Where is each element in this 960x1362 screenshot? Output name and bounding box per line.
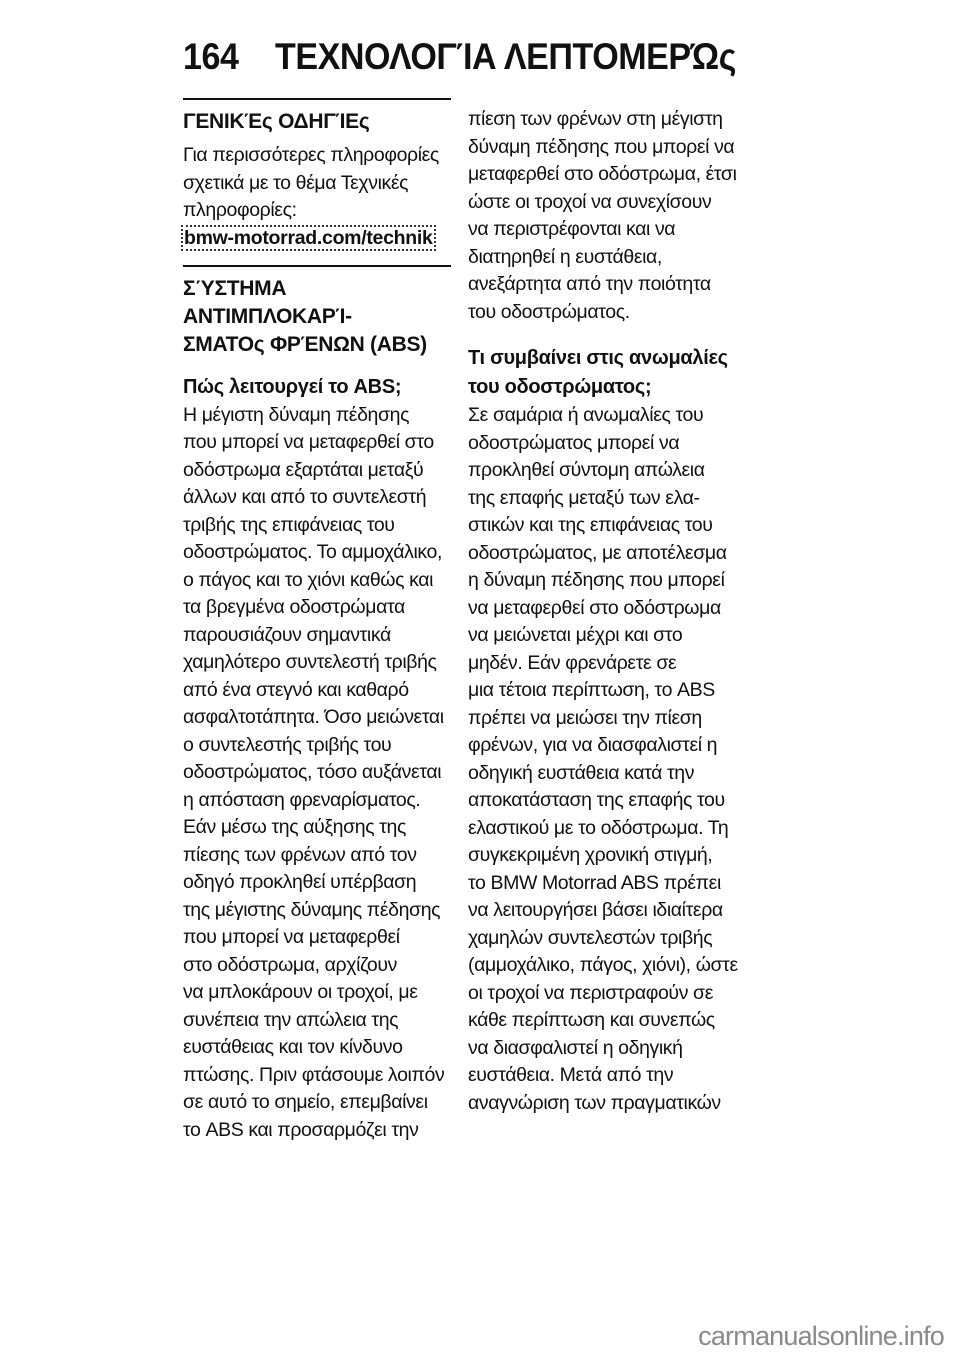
body-line: τα βρεγμένα οδοστρώματα [183, 596, 405, 618]
paragraph-abs [183, 402, 453, 1145]
watermark: carmanualsonline.info [698, 1321, 944, 1351]
subheading-road-irregularities [468, 344, 748, 402]
body-line: πίεσης των φρένων από τον [183, 843, 417, 866]
body-line: να μπλοκάρουν οι τροχοί, με [183, 981, 418, 1003]
body-line: αποκατάσταση της επαφής του [468, 789, 725, 811]
body-line: να λειτουργήσει βάσει ιδιαίτερα [468, 899, 723, 921]
body-line: άλλων και από το συντελεστή [183, 486, 427, 508]
body-line: οδηγό προκληθεί υπέρβαση [183, 871, 417, 893]
body-line: αναγνώριση των πραγματικών [468, 1091, 721, 1114]
body-line: ασφαλτοτάπητα. Όσο μειώνεται [183, 706, 444, 728]
body-line: οδοστρώματος, τόσο αυξάνεται [183, 761, 442, 783]
body-line: της επαφής μεταξύ των ελα- [468, 486, 700, 509]
body-line: μια τέτοια περίπτωση, το ABS [468, 679, 715, 701]
body-line: χαμηλών συντελεστών τριβής [468, 926, 713, 949]
body-line: οδοστρώματος, με αποτέλεσμα [468, 541, 727, 564]
body-line: που μπορεί να μεταφερθεί στο [183, 431, 434, 453]
subheading-line: Τι συμβαίνει στις ανωμαλίες [468, 347, 728, 369]
body-line: φρένων, για να διασφαλιστεί η [468, 734, 718, 756]
body-line: στικών και της επιφάνειας του [468, 514, 713, 536]
body-line: (αμμοχάλικο, πάγος, χιόνι), ώστε [468, 954, 738, 976]
page-header [183, 36, 776, 78]
section-heading-line: ΣΎΣΤΗΜΑ ΑΝΤΙΜΠΛΟΚΑΡΊ- [183, 276, 352, 328]
body-line: ανεξάρτητα από την ποιότητα [468, 273, 711, 295]
body-line: δύναμη πέδησης που μπορεί να [468, 135, 735, 158]
body-line: Η μέγιστη δύναμη πέδησης [183, 403, 410, 426]
right-column [468, 106, 748, 1117]
body-line: πτώσης. Πριν φτάσουμε λοιπόν [183, 1063, 445, 1086]
technik-link[interactable]: bmw-motorrad.com/technik [181, 225, 436, 251]
subheading-line: του οδοστρώματος; [468, 376, 652, 398]
body-line: να μεταφερθεί στο οδόστρωμα [468, 596, 721, 619]
body-line: οδηγική ευστάθεια κατά την [468, 761, 695, 784]
body-line: διατηρηθεί η ευστάθεια, [468, 245, 662, 268]
body-line: Σε σαμάρια ή ανωμαλίες του [468, 404, 704, 426]
body-line: συνέπεια την απώλεια της [183, 1008, 399, 1031]
body-line: ο πάγος και το χιόνι καθώς και [183, 568, 434, 591]
body-line: παρουσιάζουν σημαντικά [183, 623, 391, 646]
body-line: σχετικά με το θέμα Τεχνικές [183, 171, 409, 194]
body-line: πληροφορίες: [183, 199, 297, 221]
body-line: πρέπει να μειώσει την πίεση [468, 706, 702, 729]
section-heading-line: ΣΜΑΤΟς ΦΡΈΝΩΝ (ABS) [183, 332, 427, 356]
body-line: Εάν μέσω της αύξησης της [183, 816, 406, 838]
body-line: συγκεκριμένη χρονική στιγμή, [468, 844, 713, 866]
body-line: ευστάθειας και τον κίνδυνο [183, 1036, 403, 1058]
body-line: ο συντελεστής τριβής του [183, 733, 392, 756]
section-divider [183, 265, 451, 267]
paragraph-continuation [468, 106, 748, 326]
body-line: η απόσταση φρεναρίσματος. [183, 788, 421, 811]
body-line: να μειώνεται μέχρι και στο [468, 624, 683, 646]
section-heading-general: ΓΕΝΙΚΈς ΟΔΗΓΊΕς [183, 110, 370, 133]
section-heading-abs [183, 275, 453, 359]
body-line: ώστε οι τροχοί να συνεχίσουν [468, 190, 712, 213]
page-number: 164 [183, 36, 239, 77]
section-divider [183, 98, 451, 100]
body-line: οδοστρώματος. Το αμμοχάλικο, [183, 541, 443, 563]
body-line: να περιστρέφονται και να [468, 218, 676, 240]
body-line: σε αυτό το σημείο, επεμβαίνει [183, 1091, 428, 1113]
body-line: Για περισσότερες πληροφορίες [183, 144, 439, 166]
body-line: προκληθεί σύντομη απώλεια [468, 459, 705, 481]
body-line: του οδοστρώματος. [468, 300, 630, 323]
chapter-title: ΤΕΧΝΟΛΟΓΊΑ ΛΕΠΤΟΜΕΡΏς [275, 36, 736, 77]
body-line: της μέγιστης δύναμης πέδησης [183, 898, 441, 921]
body-line: πίεση των φρένων στη μέγιστη [468, 108, 723, 130]
body-line: από ένα στεγνό και καθαρό [183, 678, 409, 701]
body-line: η δύναμη πέδησης που μπορεί [468, 569, 725, 591]
body-line: μεταφερθεί στο οδόστρωμα, έτσι [468, 163, 737, 185]
body-line: στο οδόστρωμα, αρχίζουν [183, 953, 397, 976]
body-line: μηδέν. Εάν φρενάρετε σε [468, 651, 677, 674]
body-line: το ABS και προσαρμόζει την [183, 1118, 419, 1141]
body-line: ευστάθεια. Μετά από την [468, 1064, 674, 1086]
body-line: το BMW Motorrad ABS πρέπει [468, 871, 721, 894]
body-line: τριβής της επιφάνειας του [183, 513, 395, 536]
body-line: να διασφαλιστεί η οδηγική [468, 1036, 683, 1059]
subheading-how-abs-works: Πώς λειτουργεί το ABS; [183, 375, 402, 398]
body-line: χαμηλότερο συντελεστή τριβής [183, 651, 437, 673]
body-line: οδοστρώματος μπορεί να [468, 431, 680, 454]
body-line: οι τροχοί να περιστραφούν σε [468, 981, 713, 1004]
paragraph-irregularities [468, 402, 748, 1117]
body-line: κάθε περίπτωση και συνεπώς [468, 1009, 715, 1031]
body-line: ελαστικού με το οδόστρωμα. Τη [468, 816, 729, 839]
body-line: οδόστρωμα εξαρτάται μεταξύ [183, 458, 424, 481]
left-column [183, 98, 453, 1144]
body-line: που μπορεί να μεταφερθεί [183, 926, 400, 948]
